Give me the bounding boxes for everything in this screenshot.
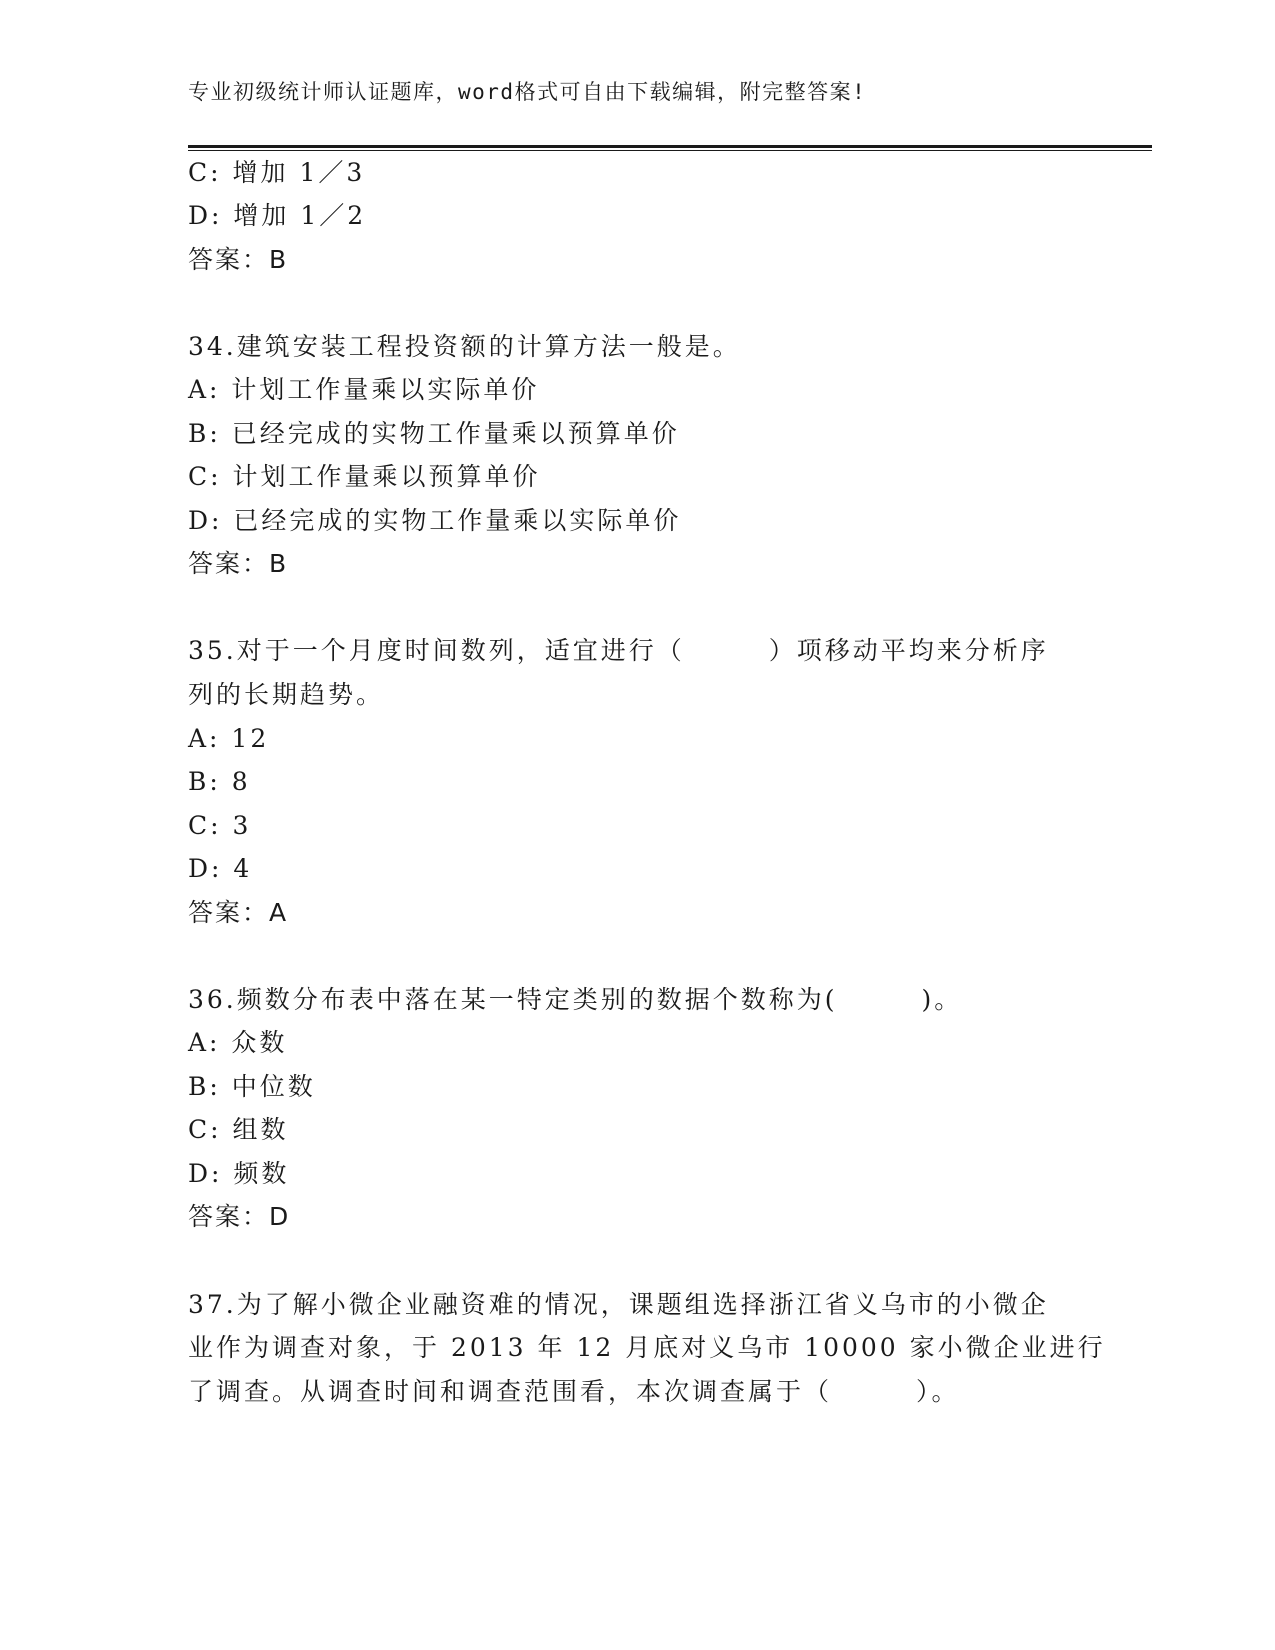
q37-stem-line3: 了调查。从调查时间和调查范围看，本次调查属于（ ）。 (188, 1377, 960, 1406)
q35-option-c: C: 3 (188, 811, 252, 840)
q35-stem-line2: 列的长期趋势。 (188, 680, 385, 709)
q37-stem-line2: 业作为调查对象，于 2013 年 12 月底对义乌市 10000 家小微企业进行 (188, 1333, 1106, 1362)
q35-option-d: D: 4 (188, 854, 253, 883)
q34-option-a: A: 计划工作量乘以实际单价 (188, 375, 540, 404)
q36-option-d: D: 频数 (188, 1159, 290, 1188)
q37-stem-line1: 37.为了解小微企业融资难的情况，课题组选择浙江省义乌市的小微企 (188, 1290, 1049, 1319)
q36-option-a: A: 众数 (188, 1028, 288, 1057)
header-rule-thick (188, 145, 1152, 148)
q33-answer: 答案：B (188, 245, 289, 274)
q35-option-b: B: 8 (188, 767, 251, 796)
header-rule-thin (188, 150, 1152, 151)
q36-stem: 36.频数分布表中落在某一特定类别的数据个数称为( )。 (188, 985, 963, 1014)
page-header: 专业初级统计师认证题库，word格式可自由下载编辑，附完整答案! (188, 80, 867, 104)
q34-option-c: C: 计划工作量乘以预算单价 (188, 462, 541, 491)
q36-option-b: B: 中位数 (188, 1072, 316, 1101)
q36-answer: 答案：D (188, 1202, 291, 1231)
q34-option-d: D: 已经完成的实物工作量乘以实际单价 (188, 506, 682, 535)
q33-option-c: C: 增加 1／3 (188, 158, 366, 187)
q34-option-b: B: 已经完成的实物工作量乘以预算单价 (188, 419, 680, 448)
q35-answer: 答案：A (188, 898, 289, 927)
q35-option-a: A: 12 (188, 724, 270, 753)
q33-option-d: D: 增加 1／2 (188, 201, 367, 230)
q34-answer: 答案：B (188, 549, 289, 578)
q34-stem: 34.建筑安装工程投资额的计算方法一般是。 (188, 332, 741, 361)
q36-option-c: C: 组数 (188, 1115, 289, 1144)
q35-stem-line1: 35.对于一个月度时间数列，适宜进行（ ）项移动平均来分析序 (188, 636, 1049, 665)
